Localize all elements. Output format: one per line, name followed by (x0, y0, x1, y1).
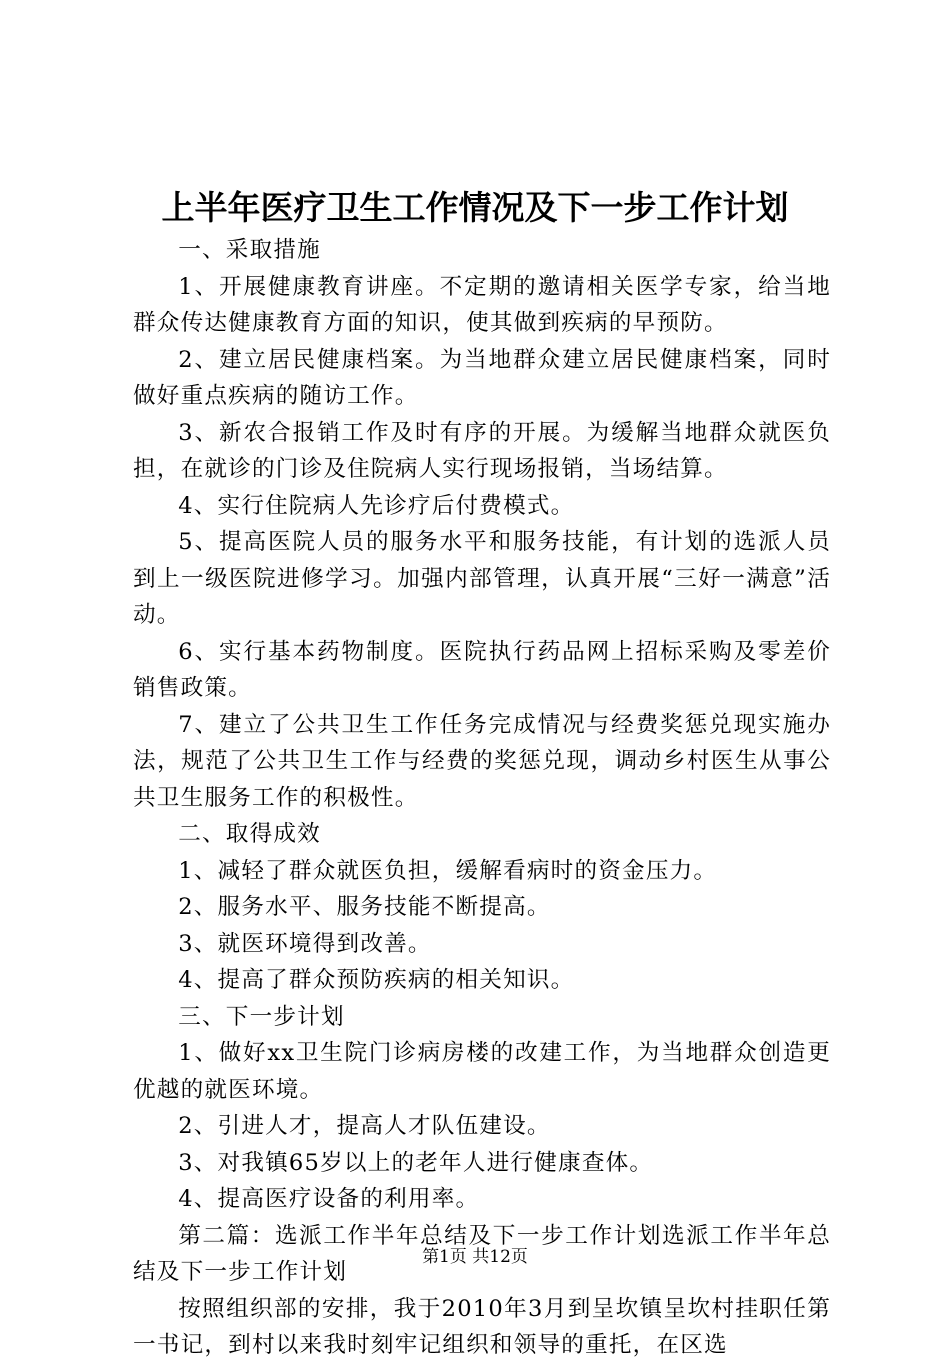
page-footer: 第1页 共12页 (422, 1247, 528, 1267)
section-heading: 二、取得成效 (178, 821, 321, 847)
paragraph: 7、建立了公共卫生工作任务完成情况与经费奖惩兑现实施办法，规范了公共卫生工作与经费的奖惩兑现，调动乡村医生从事公共卫生服务工作的积极性。 (133, 711, 831, 811)
paragraph: 1、减轻了群众就医负担，缓解看病时的资金压力。 (178, 857, 718, 884)
paragraph: 3、就医环境得到改善。 (178, 930, 432, 957)
paragraph: 2、建立居民健康档案。为当地群众建立居民健康档案，同时做好重点疾病的随访工作。 (133, 346, 831, 409)
paragraph: 2、服务水平、服务技能不断提高。 (178, 894, 551, 920)
chapter-heading: 第二篇：选派工作半年总结及下一步工作计划选派工作半年总结及下一步工作计划 (133, 1222, 831, 1285)
paragraph: 1、开展健康教育讲座。不定期的邀请相关医学专家，给当地群众传达健康教育方面的知识，使其做到疾病的早预防。 (133, 273, 831, 336)
document-body (133, 232, 831, 1364)
paragraph: 6、实行基本药物制度。医院执行药品网上招标采购及零差价销售政策。 (133, 638, 831, 701)
paragraph: 按照组织部的安排，我于2010年3月到呈坎镇呈坎村挂职任第一书记，到村以来我时刻牢记组织和领导的重托，在区选 (133, 1295, 831, 1358)
paragraph: 4、实行住院病人先诊疗后付费模式。 (178, 492, 575, 519)
section-heading: 三、下一步计划 (178, 1003, 345, 1030)
paragraph: 2、引进人才，提高人才队伍建设。 (178, 1113, 551, 1139)
paragraph: 3、新农合报销工作及时有序的开展。为缓解当地群众就医负担，在就诊的门诊及住院病人实行现场报销，当场结算。 (133, 419, 831, 482)
document-title: 上半年医疗卫生工作情况及下一步工作计划 (161, 188, 789, 227)
section-heading: 一、采取措施 (178, 237, 321, 263)
paragraph: 5、提高医院人员的服务水平和服务技能，有计划的选派人员到上一级医院进修学习。加强内部管理，认真开展“三好一满意”活动。 (133, 529, 831, 628)
paragraph: 4、提高了群众预防疾病的相关知识。 (178, 967, 575, 993)
paragraph: 3、对我镇65岁以上的老年人进行健康查体。 (178, 1149, 654, 1176)
paragraph: 1、做好xx卫生院门诊病房楼的改建工作，为当地群众创造更优越的就医环境。 (133, 1040, 831, 1103)
paragraph: 4、提高医疗设备的利用率。 (178, 1186, 480, 1212)
